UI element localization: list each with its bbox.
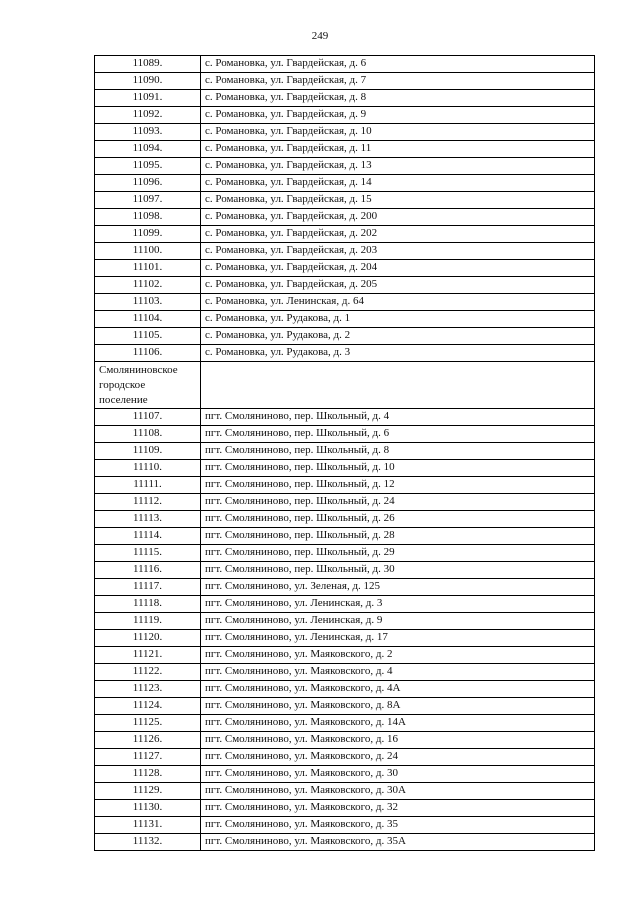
row-number: 11104. <box>95 311 201 328</box>
row-address: пгт. Смолянинoво, ул. Маяковского, д. 30А <box>201 783 595 800</box>
row-address: с. Романовка, ул. Гвардейская, д. 14 <box>201 175 595 192</box>
table-row <box>95 562 595 579</box>
row-address: пгт. Смолянинoво, ул. Маяковского, д. 2 <box>201 647 595 664</box>
row-number: 11092. <box>95 107 201 124</box>
table-row <box>95 715 595 732</box>
row-number: 11128. <box>95 766 201 783</box>
row-address: пгт. Смолянинoво, пер. Школьный, д. 12 <box>201 477 595 494</box>
row-number: 11126. <box>95 732 201 749</box>
table-row <box>95 277 595 294</box>
row-number: 11096. <box>95 175 201 192</box>
table-row <box>95 243 595 260</box>
row-address: с. Романовка, ул. Гвардейская, д. 11 <box>201 141 595 158</box>
row-number: 11094. <box>95 141 201 158</box>
row-address: пгт. Смолянинoво, пер. Школьный, д. 26 <box>201 511 595 528</box>
row-address: пгт. Смолянинoво, ул. Ленинская, д. 17 <box>201 630 595 647</box>
table-row <box>95 732 595 749</box>
table-row <box>95 664 595 681</box>
row-number: 11117. <box>95 579 201 596</box>
table-row <box>95 613 595 630</box>
row-number: 11098. <box>95 209 201 226</box>
row-address: пгт. Смолянинoво, пер. Школьный, д. 28 <box>201 528 595 545</box>
table-row <box>95 511 595 528</box>
table-row <box>95 311 595 328</box>
table-row <box>95 528 595 545</box>
row-number: 11090. <box>95 73 201 90</box>
table-row <box>95 56 595 73</box>
row-number: 11110. <box>95 460 201 477</box>
row-number: 11107. <box>95 409 201 426</box>
row-address: с. Романовка, ул. Гвардейская, д. 8 <box>201 90 595 107</box>
row-number: 11105. <box>95 328 201 345</box>
row-number: 11089. <box>95 56 201 73</box>
table-row <box>95 545 595 562</box>
row-number: 11130. <box>95 800 201 817</box>
row-number: 11122. <box>95 664 201 681</box>
row-address: пгт. Смолянинoво, ул. Ленинская, д. 3 <box>201 596 595 613</box>
row-address: с. Романовка, ул. Гвардейская, д. 13 <box>201 158 595 175</box>
address-table <box>94 55 595 851</box>
row-address: с. Романовка, ул. Гвардейская, д. 9 <box>201 107 595 124</box>
row-number: 11125. <box>95 715 201 732</box>
table-row <box>95 494 595 511</box>
table-row <box>95 579 595 596</box>
table-row <box>95 141 595 158</box>
row-number: 11116. <box>95 562 201 579</box>
row-number: 11120. <box>95 630 201 647</box>
row-address: пгт. Смолянинoво, ул. Маяковского, д. 35 <box>201 817 595 834</box>
table-row <box>95 443 595 460</box>
row-address: пгт. Смолянинoво, ул. Маяковского, д. 35А <box>201 834 595 851</box>
row-number: 11123. <box>95 681 201 698</box>
table-row <box>95 698 595 715</box>
page-number: 249 <box>311 30 329 42</box>
row-address: пгт. Смолянинoво, пер. Школьный, д. 10 <box>201 460 595 477</box>
row-address: с. Романовка, ул. Гвардейская, д. 204 <box>201 260 595 277</box>
section-title: Смолянинoвское городское поселение <box>95 362 201 409</box>
row-number: 11131. <box>95 817 201 834</box>
row-number: 11108. <box>95 426 201 443</box>
row-address: пгт. Смолянинoво, пер. Школьный, д. 24 <box>201 494 595 511</box>
row-number: 11127. <box>95 749 201 766</box>
table-row <box>95 73 595 90</box>
table-row <box>95 647 595 664</box>
row-number: 11119. <box>95 613 201 630</box>
table-row <box>95 681 595 698</box>
row-address: пгт. Смолянинoво, ул. Маяковского, д. 14А <box>201 715 595 732</box>
row-address: с. Романовка, ул. Гвардейская, д. 202 <box>201 226 595 243</box>
row-address: пгт. Смолянинoво, ул. Зеленая, д. 125 <box>201 579 595 596</box>
row-address: пгт. Смолянинoво, ул. Маяковского, д. 16 <box>201 732 595 749</box>
row-number: 11124. <box>95 698 201 715</box>
row-number: 11103. <box>95 294 201 311</box>
row-address: пгт. Смолянинoво, ул. Маяковского, д. 4 <box>201 664 595 681</box>
row-address: с. Романовка, ул. Гвардейская, д. 7 <box>201 73 595 90</box>
table-row <box>95 409 595 426</box>
row-address: пгт. Смолянинoво, пер. Школьный, д. 30 <box>201 562 595 579</box>
row-number: 11093. <box>95 124 201 141</box>
row-number: 11121. <box>95 647 201 664</box>
row-number: 11132. <box>95 834 201 851</box>
table-row <box>95 426 595 443</box>
table-row <box>95 192 595 209</box>
row-number: 11112. <box>95 494 201 511</box>
row-number: 11113. <box>95 511 201 528</box>
row-address: пгт. Смолянинoво, ул. Маяковского, д. 24 <box>201 749 595 766</box>
row-address: с. Романовка, ул. Гвардейская, д. 6 <box>201 56 595 73</box>
table-row <box>95 596 595 613</box>
table-row <box>95 124 595 141</box>
table-row <box>95 749 595 766</box>
row-address: пгт. Смолянинoво, ул. Маяковского, д. 32 <box>201 800 595 817</box>
row-number: 11114. <box>95 528 201 545</box>
section-empty-cell <box>201 362 595 409</box>
row-number: 11095. <box>95 158 201 175</box>
row-address: с. Романовка, ул. Рудакова, д. 2 <box>201 328 595 345</box>
table-row <box>95 294 595 311</box>
row-address: с. Романовка, ул. Гвардейская, д. 203 <box>201 243 595 260</box>
row-address: пгт. Смолянинoво, пер. Школьный, д. 29 <box>201 545 595 562</box>
row-number: 11100. <box>95 243 201 260</box>
table-row <box>95 477 595 494</box>
table-row <box>95 158 595 175</box>
table-row <box>95 107 595 124</box>
row-number: 11129. <box>95 783 201 800</box>
table-row <box>95 630 595 647</box>
row-number: 11115. <box>95 545 201 562</box>
table-row <box>95 460 595 477</box>
row-address: пгт. Смолянинoво, ул. Маяковского, д. 4А <box>201 681 595 698</box>
address-table-body <box>95 56 595 851</box>
table-row <box>95 90 595 107</box>
row-address: с. Романовка, ул. Ленинская, д. 64 <box>201 294 595 311</box>
table-row <box>95 175 595 192</box>
row-address: с. Романовка, ул. Гвардейская, д. 200 <box>201 209 595 226</box>
table-row <box>95 209 595 226</box>
table-row <box>95 766 595 783</box>
row-number: 11091. <box>95 90 201 107</box>
row-number: 11101. <box>95 260 201 277</box>
table-row <box>95 800 595 817</box>
table-row <box>95 783 595 800</box>
row-address: с. Романовка, ул. Гвардейская, д. 15 <box>201 192 595 209</box>
row-number: 11106. <box>95 345 201 362</box>
table-row <box>95 260 595 277</box>
row-address: с. Романовка, ул. Рудакова, д. 1 <box>201 311 595 328</box>
row-number: 11111. <box>95 477 201 494</box>
row-number: 11102. <box>95 277 201 294</box>
row-number: 11118. <box>95 596 201 613</box>
row-address: с. Романовка, ул. Рудакова, д. 3 <box>201 345 595 362</box>
row-address: пгт. Смолянинoво, ул. Маяковского, д. 8А <box>201 698 595 715</box>
table-row <box>95 834 595 851</box>
table-row <box>95 226 595 243</box>
row-address: пгт. Смолянинoво, ул. Ленинская, д. 9 <box>201 613 595 630</box>
row-number: 11109. <box>95 443 201 460</box>
row-address: с. Романовка, ул. Гвардейская, д. 205 <box>201 277 595 294</box>
section-row <box>95 362 595 409</box>
row-number: 11097. <box>95 192 201 209</box>
row-address: пгт. Смолянинoво, пер. Школьный, д. 4 <box>201 409 595 426</box>
row-address: пгт. Смолянинoво, пер. Школьный, д. 6 <box>201 426 595 443</box>
row-address: пгт. Смолянинoво, ул. Маяковского, д. 30 <box>201 766 595 783</box>
table-row <box>95 817 595 834</box>
row-number: 11099. <box>95 226 201 243</box>
table-row <box>95 345 595 362</box>
table-row <box>95 328 595 345</box>
row-address: пгт. Смолянинoво, пер. Школьный, д. 8 <box>201 443 595 460</box>
row-address: с. Романовка, ул. Гвардейская, д. 10 <box>201 124 595 141</box>
